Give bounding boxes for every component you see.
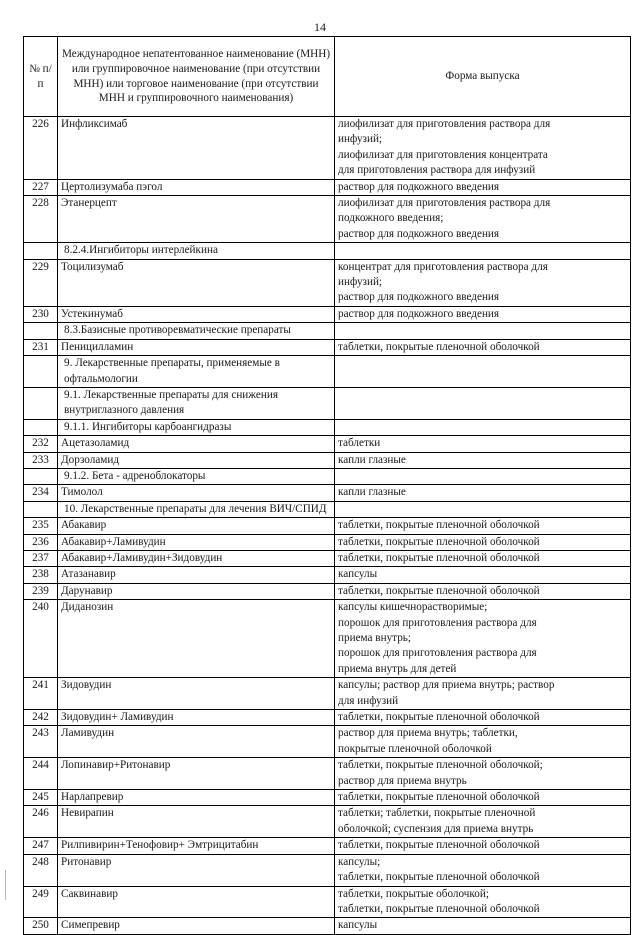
drug-name: Тоцилизумаб [58,259,335,306]
section-empty-cell [335,387,631,419]
release-form-line: раствор для подкожного введения [338,307,500,320]
release-form [335,567,631,583]
release-form-line: таблетки, покрытые пленочной оболочкой [338,839,540,852]
release-form-line: инфузий; [338,276,383,289]
section-title: 10. Лекарственные препараты для лечения ВИЧ/СПИД [58,501,335,517]
release-form [335,600,631,678]
release-form-line: лиофилизат для приготовления раствора для [338,197,551,210]
drug-name: Невирапин [58,806,335,838]
release-form-line: капсулы [338,919,378,932]
section-row [24,419,631,435]
release-form-line: таблетки, покрытые пленочной оболочкой [338,871,540,884]
row-number: 233 [24,452,58,468]
drug-list-table [23,36,631,935]
release-form-line: лиофилизат для приготовления концентрата [338,148,548,161]
drug-name: Диданозин [58,600,335,678]
release-form [335,583,631,599]
release-form [335,306,631,322]
table-row [24,306,631,322]
table-row [24,790,631,806]
drug-name: Дорзоламид [58,452,335,468]
table-row [24,710,631,726]
section-empty-cell [335,419,631,435]
section-row [24,468,631,484]
drug-name: Устекинумаб [58,306,335,322]
release-form [335,259,631,306]
drug-name: Саквинавир [58,886,335,918]
release-form [335,452,631,468]
section-row [24,243,631,259]
release-form-line: подкожного введения; [338,212,444,225]
release-form-line: капсулы; [338,855,381,868]
drug-name: Зидовудин [58,678,335,710]
section-number-cell [24,243,58,259]
section-title: 9.1.2. Бета - адреноблокаторы [58,468,335,484]
row-number: 231 [24,339,58,355]
section-title: 8.3.Базисные противоревматические препараты [58,323,335,339]
section-number-cell [24,387,58,419]
row-number: 247 [24,838,58,854]
table-row [24,854,631,886]
table-row [24,806,631,838]
row-number: 236 [24,534,58,550]
table-row [24,485,631,501]
release-form-line: концентрат для приготовления раствора для [338,260,548,273]
section-number-cell [24,468,58,484]
release-form-line: капсулы кишечнорастворимые; [338,601,488,614]
release-form [335,806,631,838]
release-form-line: для инфузий [338,694,399,707]
header-form: Форма выпуска [335,37,631,117]
release-form-line: таблетки [338,437,381,450]
table-row [24,758,631,790]
release-form [335,678,631,710]
release-form-line: таблетки, покрытые пленочной оболочкой; [338,759,543,772]
release-form-line: приема внутрь для детей [338,662,457,675]
drug-name: Абакавир [58,518,335,534]
release-form-line: покрытые пленочной оболочкой [338,742,492,755]
table-row [24,838,631,854]
section-empty-cell [335,468,631,484]
section-title: 9.1. Лекарственные препараты для снижения внутриглазного давления [58,387,335,419]
release-form-line: капсулы; раствор для приема внутрь; раствор [338,679,555,692]
row-number: 229 [24,259,58,306]
section-title: 9. Лекарственные препараты, применяемые в офтальмологии [58,356,335,388]
table-row [24,583,631,599]
section-row [24,501,631,517]
release-form [335,117,631,180]
page-number: 14 [314,20,326,34]
header-number: № п/п [24,37,58,117]
release-form-line: таблетки, покрытые пленочной оболочкой [338,711,540,724]
release-form-line: оболочкой; суспензия для приема внутрь [338,822,534,835]
row-number: 243 [24,726,58,758]
section-title: 8.2.4.Ингибиторы интерлейкина [58,243,335,259]
row-number: 246 [24,806,58,838]
release-form [335,726,631,758]
table-row [24,259,631,306]
release-form-line: таблетки, покрытые оболочкой; [338,887,489,900]
row-number: 244 [24,758,58,790]
release-form-line: раствор для приема внутрь [338,774,467,787]
release-form [335,790,631,806]
drug-name: Зидовудин+ Ламивудин [58,710,335,726]
release-form [335,886,631,918]
row-number: 241 [24,678,58,710]
drug-name: Ламивудин [58,726,335,758]
table-row [24,600,631,678]
release-form-line: таблетки, покрытые пленочной оболочкой [338,902,540,915]
table-row [24,567,631,583]
drug-name: Ацетазоламид [58,436,335,452]
release-form-line: таблетки, покрытые пленочной оболочкой [338,340,540,353]
section-row [24,387,631,419]
table-row [24,918,631,934]
release-form [335,710,631,726]
release-form-line: приема внутрь; [338,632,411,644]
section-empty-cell [335,243,631,259]
row-number: 240 [24,600,58,678]
row-number: 232 [24,436,58,452]
table-row [24,117,631,180]
drug-name: Абакавир+Ламивудин+Зидовудин [58,550,335,566]
release-form [335,485,631,501]
release-form [335,550,631,566]
scan-margin-line [5,870,6,900]
row-number: 228 [24,196,58,243]
drug-name: Тимолол [58,485,335,501]
table-row [24,518,631,534]
row-number: 239 [24,583,58,599]
release-form-line: для приготовления раствора для инфузий [338,164,536,177]
release-form [335,534,631,550]
release-form [335,838,631,854]
section-row [24,356,631,388]
release-form-line: лиофилизат для приготовления раствора для [338,118,551,130]
release-form-line: раствор для подкожного введения [338,227,500,240]
row-number: 227 [24,179,58,195]
header-name: Международное непатентованное наименование (МНН) или группировочное наименование (при отсутствии МНН) или торговое наименование (при отсутствии МНН и группировочного наименования) [58,37,335,117]
row-number: 238 [24,567,58,583]
section-empty-cell [335,356,631,388]
release-form-line: инфузий; [338,133,383,146]
drug-name: Цертолизумаба пэгол [58,179,335,195]
section-number-cell [24,501,58,517]
row-number: 242 [24,710,58,726]
release-form-line: таблетки, покрытые пленочной оболочкой [338,791,540,804]
section-empty-cell [335,323,631,339]
release-form-line: таблетки, покрытые пленочной оболочкой [338,535,540,548]
table-row [24,436,631,452]
release-form [335,436,631,452]
row-number: 248 [24,854,58,886]
section-number-cell [24,419,58,435]
section-empty-cell [335,501,631,517]
table-row [24,678,631,710]
table-header-row [24,37,631,117]
row-number: 226 [24,117,58,180]
table-row [24,196,631,243]
section-number-cell [24,356,58,388]
row-number: 237 [24,550,58,566]
release-form [335,518,631,534]
release-form [335,918,631,934]
table-row [24,534,631,550]
release-form-line: раствор для приема внутрь; таблетки, [338,727,518,740]
drug-name: Ритонавир [58,854,335,886]
drug-name: Лопинавир+Ритонавир [58,758,335,790]
release-form [335,854,631,886]
release-form-line: раствор для подкожного введения [338,180,500,193]
table-row [24,550,631,566]
row-number: 234 [24,485,58,501]
release-form-line: капсулы [338,568,378,581]
drug-name: Дарунавир [58,583,335,599]
release-form-line: капли глазные [338,453,406,466]
release-form-line: таблетки, покрытые пленочной оболочкой [338,551,540,564]
row-number: 235 [24,518,58,534]
release-form-line: таблетки, покрытые пленочной оболочкой [338,584,540,597]
drug-name: Пеницилламин [58,339,335,355]
release-form [335,179,631,195]
release-form-line: капли глазные [338,486,406,499]
release-form [335,339,631,355]
release-form-line: таблетки, покрытые пленочной оболочкой [338,519,540,532]
drug-name: Этанерцепт [58,196,335,243]
row-number: 245 [24,790,58,806]
table-row [24,339,631,355]
table-body [24,117,631,935]
release-form-line: порошок для приготовления раствора для [338,616,537,629]
release-form [335,758,631,790]
row-number: 250 [24,918,58,934]
drug-name: Рилпивирин+Тенофовир+ Эмтрицитабин [58,838,335,854]
drug-name: Абакавир+Ламивудин [58,534,335,550]
table-row [24,179,631,195]
section-title: 9.1.1. Ингибиторы карбоангидразы [58,419,335,435]
table-row [24,452,631,468]
release-form [335,196,631,243]
drug-name: Симепревир [58,918,335,934]
drug-name: Нарлапревир [58,790,335,806]
row-number: 249 [24,886,58,918]
drug-name: Инфликсимаб [58,117,335,180]
row-number: 230 [24,306,58,322]
table-row [24,886,631,918]
release-form-line: порошок для приготовления раствора для [338,647,537,660]
drug-name: Атазанавир [58,567,335,583]
section-number-cell [24,323,58,339]
table-row [24,726,631,758]
section-row [24,323,631,339]
release-form-line: раствор для подкожного введения [338,291,500,304]
release-form-line: таблетки; таблетки, покрытые пленочной [338,807,536,820]
